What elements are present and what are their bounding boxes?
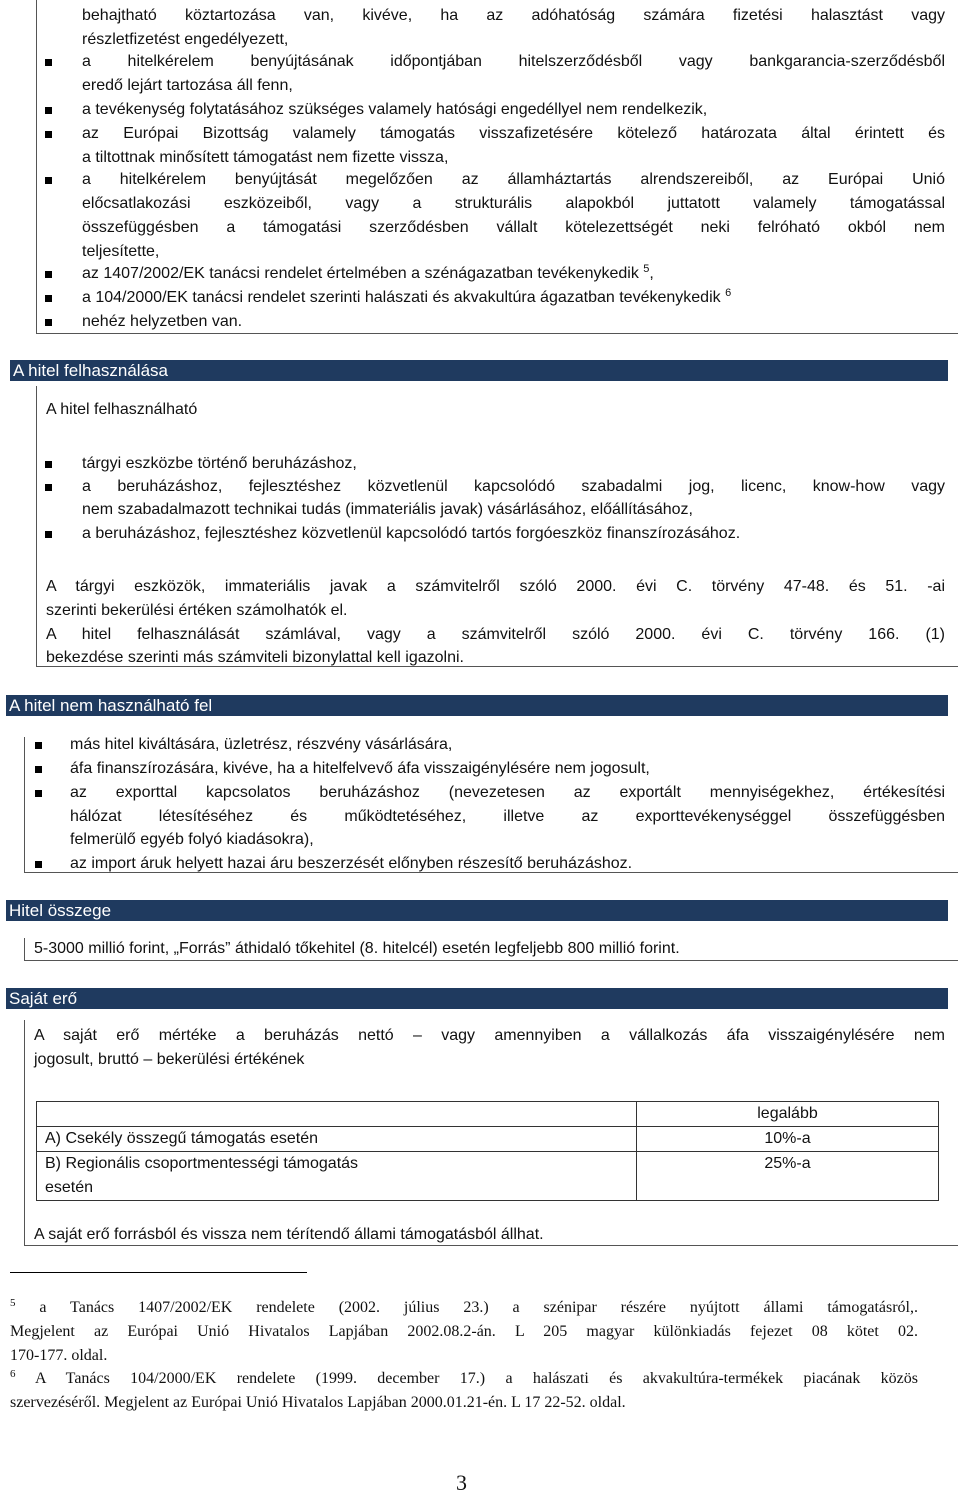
page-number: 3 [456,1470,467,1495]
paragraph: A hitel felhasználását számlával, vagy a számvitelről szóló 2000. évi C. törvény 166. (1) [46,626,945,643]
own-closing: A saját erő forrásból és vissza nem térítendő állami támogatásból állhat. [34,1226,544,1243]
bullet-icon [45,461,52,468]
footnote-5-cont: Megjelent az Európai Unió Hivatalos Lapjában 2002.08.2-án. L 205 magyar különkiadás fejezet 08 kötet 02. [10,1323,918,1340]
footnote-6: $^6$ A Tanács 104/2000/EK rendelete (1999. december 17.) a halászati és akvakultúra-termékek piacának közös [10,1368,919,1387]
list-item: a hitelkérelem benyújtásának időpontjában hitelszerződésből vagy bankgarancia-szerződésből [82,53,945,70]
own-funds-table [36,1101,939,1201]
left-border-top [36,0,37,333]
list-item: a beruházáshoz, fejlesztéshez közvetlenül kapcsolódó tartós forgóeszköz finanszírozásához. [82,525,741,542]
bottom-border-amount [24,960,958,961]
top-list-continuation: behajtható köztartozása van, kivéve, ha az adóhatóság számára fizetési halasztást vagy [82,7,945,24]
section-title: Saját erő [9,989,78,1008]
bullet-icon [45,107,52,114]
table-cell: A) Csekély összegű támogatás esetén [37,1127,637,1152]
list-item: az exporttal kapcsolatos beruházáshoz (nevezetesen az exportált mennyiségekhez, értékesítési [70,784,945,801]
table-cell: B) Regionális csoportmentességi támogatás esetén [37,1152,637,1201]
table-row [37,1102,939,1127]
table-row [37,1127,939,1152]
list-item: az 1407/2002/EK tanácsi rendelet értelmében a szénágazatban tevékenykedik $^5$, [82,263,654,282]
table-header: legalább [757,1105,818,1122]
bullet-icon [45,531,52,538]
bullet-icon [45,271,52,278]
table-cell: 25%-a [637,1152,939,1201]
list-item: a hitelkérelem benyújtását megelőzően az államháztartás alrendszereiből, az Európai Unió [82,171,945,188]
left-border-use [36,386,37,666]
list-item: tárgyi eszközbe történő beruházáshoz, [82,455,357,472]
list-item: nehéz helyzetben van. [82,313,243,330]
footnote-number: 6 [10,1368,16,1380]
footnote-6-cont: szervezéséről. Megjelent az Európai Unió Hivatalos Lapjában 2000.01.21-én. L 17 22-52. oldal. [10,1394,626,1411]
bullet-icon [45,59,52,66]
list-item-cont: teljesítette, [82,243,160,260]
footnote-5-cont: 170-177. oldal. [10,1347,108,1364]
list-item: a tevékenység folytatásához szükséges valamely hatósági engedéllyel nem rendelkezik, [82,101,708,118]
bullet-icon [45,484,52,491]
footnote-number: 5 [10,1297,16,1309]
paragraph-cont: szerinti bekerülési értéken számolhatók el. [46,602,348,619]
list-item: az Európai Bizottság valamely támogatás visszafizetésére kötelező határozata által érintett és [82,125,945,142]
list-item-cont: eredő lejárt tartozása áll fenn, [82,77,293,94]
bottom-border-own [24,1245,958,1246]
own-paragraph: A saját erő mértéke a beruházás nettó – vagy amennyiben a vállalkozás áfa visszaigénylésére nem [34,1027,945,1044]
list-item-cont: hálózat létesítéséhez és működtetéséhez, illetve az exporttevékenységgel összefüggésben [70,808,945,825]
amount-text: 5-3000 millió forint, „Forrás” áthidaló tőkehitel (8. hitelcél) esetén legfeljebb 800 millió forint. [34,940,680,957]
bullet-icon [45,177,52,184]
section-header-amount [6,900,948,921]
list-item-cont: összefüggésben a támogatási szerződésben vállalt kötelezettségét neki felróható okból nem [82,219,945,236]
section-header-use [10,360,948,381]
bullet-icon [45,131,52,138]
list-item-cont: a tiltottnak minősített támogatást nem fizette vissza, [82,149,449,166]
list-item: áfa finanszírozására, kivéve, ha a hitelfelvevő áfa visszaigénylésére nem jogosult, [70,760,650,777]
paragraph-cont: bekezdése szerinti más számviteli bizonylattal kell igazolni. [46,649,464,666]
table-row [37,1152,939,1201]
footnote-ref[interactable]: 5 [643,263,650,275]
list-item: az import áruk helyett hazai áru beszerzését előnyben részesítő beruházáshoz. [70,855,633,872]
section-intro: A hitel felhasználható [46,401,198,418]
list-item: más hitel kiváltására, üzletrész, részvény vásárlására, [70,736,453,753]
section-title: A hitel felhasználása [13,361,168,380]
left-border-own [24,1020,25,1245]
list-item-cont: előcsatlakozási eszközeiből, vagy a strukturális alapokból juttatott valamely támogatással [82,195,945,212]
table-cell [37,1102,637,1127]
footnote-ref[interactable]: 6 [725,287,732,299]
bullet-icon [35,766,42,773]
list-item-cont: nem szabadalmazott technikai tudás (immateriális javak) vásárlásához, előállításához, [82,501,693,518]
list-item-cont: felmerülő egyéb folyó kiadásokra), [70,831,314,848]
paragraph: A tárgyi eszközök, immateriális javak a számvitelről szóló 2000. évi C. törvény 47-48. és 51. -ai [46,578,945,595]
table-header-cell [637,1102,939,1127]
bullet-icon [35,790,42,797]
bullet-icon [35,742,42,749]
footnote-5: $^5$ a Tanács 1407/2002/EK rendelete (2002. július 23.) a szénipar részére nyújtott állami támogatásról,. [10,1297,918,1316]
section-title: Hitel összege [9,901,112,920]
bullet-icon [35,861,42,868]
table-cell: 10%-a [637,1127,939,1152]
top-list-continuation-2: részletfizetést engedélyezett, [82,31,289,48]
section-title: A hitel nem használható fel [9,696,213,715]
bullet-icon [45,295,52,302]
bullet-icon [45,319,52,326]
list-item: a 104/2000/EK tanácsi rendelet szerinti halászati és akvakultúra ágazatban tevékenykedik $^6$ [82,287,732,306]
own-paragraph-cont: jogosult, bruttó – bekerülési értékének [34,1051,305,1068]
left-border-amount [24,938,25,960]
bottom-border-top [36,333,958,334]
section-header-own [6,988,948,1009]
left-border-not [24,737,25,872]
section-header-not [6,695,948,716]
footnote-separator [10,1272,307,1273]
list-item: a beruházáshoz, fejlesztéshez közvetlenül kapcsolódó szabadalmi jog, licenc, know-how vagy [82,478,945,495]
